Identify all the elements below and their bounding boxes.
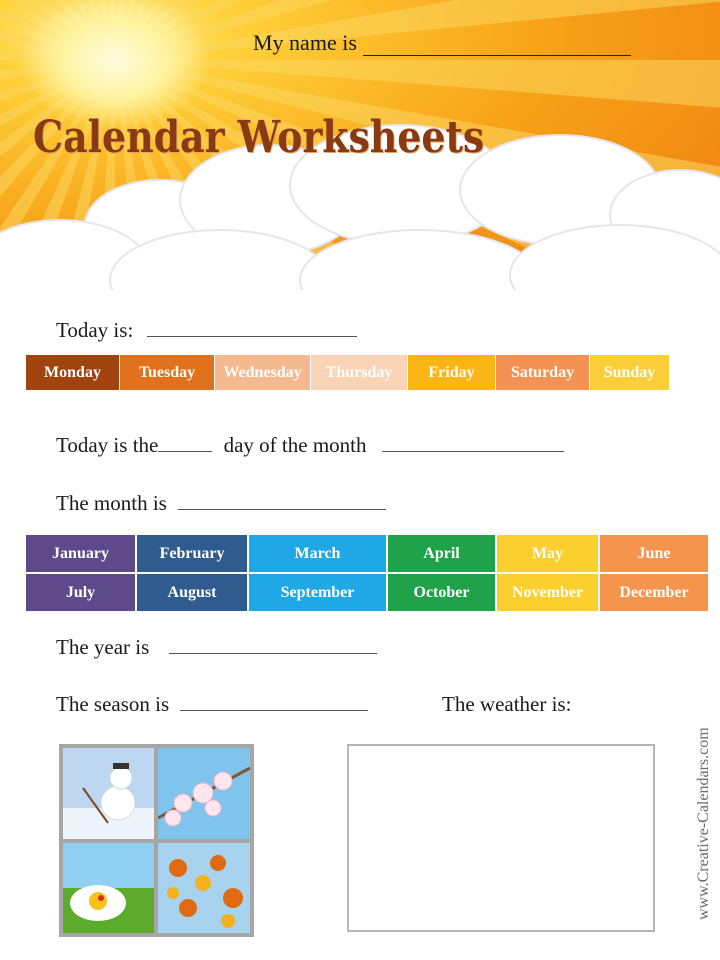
name-prompt: My name is bbox=[253, 30, 357, 55]
today-is-blank[interactable] bbox=[147, 322, 357, 337]
weekday-tuesday[interactable]: Tuesday bbox=[120, 355, 215, 390]
today-is-row bbox=[56, 318, 357, 343]
autumn-leaves-image bbox=[158, 843, 250, 933]
winter-snowman-image bbox=[63, 748, 154, 839]
weekday-strip bbox=[26, 355, 694, 390]
month-is-blank[interactable] bbox=[178, 495, 386, 510]
month-may[interactable]: May bbox=[497, 535, 598, 572]
month-november[interactable]: November bbox=[497, 574, 598, 611]
month-december[interactable]: December bbox=[600, 574, 708, 611]
season-is-row bbox=[56, 692, 368, 717]
season-is-label: The season is bbox=[56, 692, 170, 716]
summer-daisy-image bbox=[63, 843, 154, 933]
weekday-wednesday[interactable]: Wednesday bbox=[215, 355, 311, 390]
day-of-month-blank[interactable] bbox=[382, 437, 564, 452]
day-of-month-label-b: day of the month bbox=[223, 433, 367, 457]
header-banner bbox=[0, 0, 720, 330]
season-is-blank[interactable] bbox=[180, 696, 368, 711]
weather-is-label: The weather is: bbox=[442, 692, 572, 716]
year-is-row bbox=[56, 635, 377, 660]
name-line bbox=[253, 30, 631, 56]
day-of-month-row bbox=[56, 433, 564, 458]
page-title: Calendar Worksheets bbox=[33, 112, 485, 163]
weekday-thursday[interactable]: Thursday bbox=[311, 355, 408, 390]
day-number-blank[interactable] bbox=[158, 437, 212, 452]
weekday-monday[interactable]: Monday bbox=[26, 355, 120, 390]
month-is-label: The month is bbox=[56, 491, 167, 515]
month-grid bbox=[26, 535, 698, 612]
month-is-row bbox=[56, 491, 386, 516]
weather-drawing-box[interactable] bbox=[347, 744, 655, 932]
day-of-month-label-a: Today is the bbox=[56, 433, 159, 457]
spring-blossom-image bbox=[158, 748, 250, 839]
weekday-friday[interactable]: Friday bbox=[408, 355, 496, 390]
month-january[interactable]: January bbox=[26, 535, 135, 572]
today-is-label: Today is: bbox=[56, 318, 134, 342]
month-september[interactable]: September bbox=[249, 574, 386, 611]
month-march[interactable]: March bbox=[249, 535, 386, 572]
month-june[interactable]: June bbox=[600, 535, 708, 572]
site-credit: www.Creative-Calendars.com bbox=[695, 727, 712, 920]
month-july[interactable]: July bbox=[26, 574, 135, 611]
year-is-label: The year is bbox=[56, 635, 150, 659]
seasons-picture bbox=[59, 744, 254, 937]
month-april[interactable]: April bbox=[388, 535, 495, 572]
name-blank[interactable] bbox=[363, 33, 631, 56]
weekday-sunday[interactable]: Sunday bbox=[590, 355, 670, 390]
month-august[interactable]: August bbox=[137, 574, 247, 611]
month-october[interactable]: October bbox=[388, 574, 495, 611]
year-is-blank[interactable] bbox=[169, 639, 377, 654]
weekday-saturday[interactable]: Saturday bbox=[496, 355, 590, 390]
month-february[interactable]: February bbox=[137, 535, 247, 572]
